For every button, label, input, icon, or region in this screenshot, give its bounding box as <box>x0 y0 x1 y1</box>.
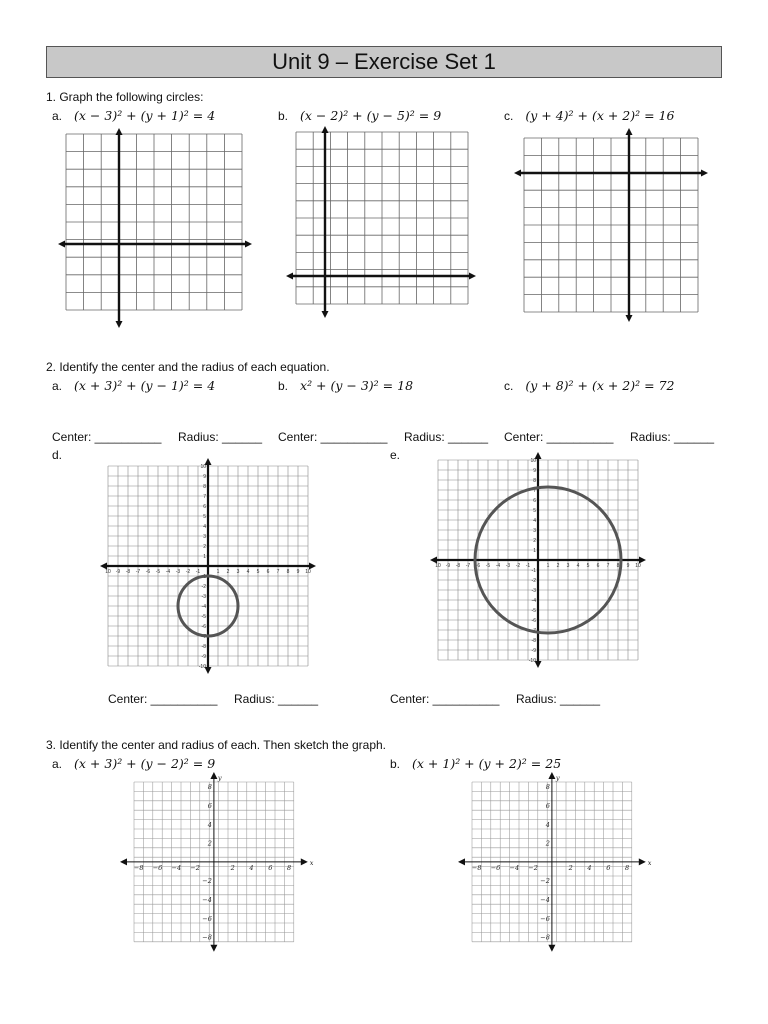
q2b-letter: b. <box>278 379 289 393</box>
x-tick-label: 1 <box>546 563 550 569</box>
x-tick-label: 6 <box>606 863 611 872</box>
y-tick-label: 4 <box>533 518 536 524</box>
y-tick-label: -4 <box>531 598 536 604</box>
x-tick-label: -1 <box>195 569 201 575</box>
y-tick-label: 2 <box>545 839 550 848</box>
q2c-center-blank[interactable]: Center: __________ <box>504 430 614 444</box>
x-tick-label: -1 <box>525 563 531 569</box>
x-tick-label: 8 <box>286 569 290 575</box>
q2d-grid <box>100 458 322 680</box>
y-tick-label: −2 <box>202 877 212 886</box>
q2c <box>504 378 674 393</box>
x-tick-label: 10 <box>305 569 311 575</box>
x-tick-label: -8 <box>125 569 131 575</box>
q3b <box>390 756 561 771</box>
q3b-equation: (x + 1)² + (y + 2)² = 25 <box>412 756 562 771</box>
x-tick-label: 9 <box>626 563 630 569</box>
q2-prompt: 2. Identify the center and the radius of each equation. <box>46 360 330 374</box>
y-tick-label: -9 <box>201 654 206 660</box>
y-tick-label: -7 <box>201 634 206 640</box>
x-tick-label: -5 <box>485 563 491 569</box>
x-tick-label: 4 <box>246 569 250 575</box>
q2b <box>278 378 413 393</box>
y-tick-label: -8 <box>201 644 206 650</box>
x-tick-label: 6 <box>596 563 600 569</box>
x-axis-arrow-left <box>120 858 127 865</box>
q1a-letter: a. <box>52 109 63 123</box>
q2c-equation: (y + 8)² + (x + 2)² = 72 <box>525 378 675 393</box>
x-tick-label: 7 <box>276 569 280 575</box>
q3a-equation: (x + 3)² + (y − 2)² = 9 <box>74 756 216 771</box>
y-tick-label: 6 <box>545 802 550 810</box>
y-tick-label: 5 <box>203 514 206 520</box>
y-tick-label: -1 <box>531 568 536 574</box>
x-tick-label: -7 <box>135 569 141 575</box>
y-axis-arrow-down <box>116 321 123 328</box>
x-tick-label: -4 <box>495 563 501 569</box>
y-tick-label: -3 <box>531 588 536 594</box>
y-tick-label: -2 <box>201 584 206 590</box>
q1a-grid <box>58 128 254 330</box>
q2a-equation: (x + 3)² + (y − 1)² = 4 <box>74 378 216 393</box>
q1b-letter: b. <box>278 109 289 123</box>
x-tick-label: 2 <box>556 563 560 569</box>
x-tick-label: -3 <box>505 563 511 569</box>
y-tick-label: 1 <box>203 554 206 560</box>
y-axis-label: y <box>217 774 222 782</box>
q2a-radius-blank[interactable]: Radius: ______ <box>178 430 263 444</box>
q2a <box>52 378 215 393</box>
x-tick-label: 5 <box>586 563 590 569</box>
x-tick-label: 8 <box>616 563 620 569</box>
y-tick-label: -6 <box>531 618 536 624</box>
q1c <box>504 108 674 123</box>
x-tick-label: −8 <box>471 863 482 872</box>
y-tick-label: −4 <box>540 896 550 904</box>
x-axis-arrow-right <box>469 273 476 280</box>
q3a-grid <box>120 772 314 960</box>
q1a-equation: (x − 3)² + (y + 1)² = 4 <box>74 108 216 123</box>
x-axis-label: x <box>309 858 314 867</box>
y-tick-label: 4 <box>207 820 212 829</box>
q2d-letter: d. <box>52 448 63 462</box>
q2b-center-blank[interactable]: Center: __________ <box>278 430 388 444</box>
q3-prompt: 3. Identify the center and radius of each. Then sketch the graph. <box>46 738 386 752</box>
x-tick-label: -9 <box>445 563 451 569</box>
y-axis-arrow-up <box>116 128 123 135</box>
x-axis-arrow-left <box>514 170 521 177</box>
x-tick-label: 4 <box>587 863 592 872</box>
q2c-radius-blank[interactable]: Radius: ______ <box>630 430 715 444</box>
x-tick-label: −4 <box>171 863 182 872</box>
y-tick-label: 2 <box>207 839 212 848</box>
y-axis-arrow-down <box>626 315 633 322</box>
x-axis-arrow-left <box>458 858 465 865</box>
q3a <box>52 756 215 771</box>
q1b-grid <box>284 128 480 320</box>
y-axis-arrow-up <box>210 772 217 779</box>
x-tick-label: 6 <box>268 863 273 872</box>
y-tick-label: 6 <box>207 802 212 810</box>
q2b-radius-blank[interactable]: Radius: ______ <box>404 430 489 444</box>
y-tick-label: -8 <box>531 638 536 644</box>
x-tick-label: 2 <box>226 569 230 575</box>
y-tick-label: 4 <box>203 524 206 530</box>
x-tick-label: −2 <box>528 863 538 872</box>
y-tick-label: 8 <box>545 783 550 792</box>
x-tick-label: 8 <box>625 863 630 872</box>
x-axis-arrow-right <box>701 170 708 177</box>
q1-prompt: 1. Graph the following circles: <box>46 90 204 104</box>
q2d-radius-blank[interactable]: Radius: ______ <box>234 692 319 706</box>
y-tick-label: 6 <box>533 498 536 504</box>
y-axis-arrow-down <box>548 945 555 952</box>
y-axis-arrow-up <box>548 772 555 779</box>
worksheet-title: Unit 9 – Exercise Set 1 <box>46 46 722 78</box>
y-tick-label: 9 <box>533 468 536 474</box>
y-tick-label: −8 <box>202 933 212 942</box>
x-tick-label: 3 <box>566 563 570 569</box>
y-tick-label: -5 <box>201 614 206 620</box>
x-tick-label: 8 <box>287 863 292 872</box>
y-tick-label: 3 <box>203 534 206 540</box>
y-tick-label: 2 <box>533 538 536 544</box>
q2e-letter: e. <box>390 448 401 462</box>
y-tick-label: -7 <box>531 628 536 634</box>
y-tick-label: -3 <box>201 594 206 600</box>
y-tick-label: -5 <box>531 608 536 614</box>
x-tick-label: 9 <box>296 569 300 575</box>
x-axis-arrow-right <box>639 858 646 865</box>
x-tick-label: -9 <box>115 569 121 575</box>
x-tick-label: -7 <box>465 563 471 569</box>
x-tick-label: −2 <box>190 863 200 872</box>
q2e-radius-blank[interactable]: Radius: ______ <box>516 692 601 706</box>
x-tick-label: -6 <box>475 563 481 569</box>
y-tick-label: 7 <box>203 494 206 500</box>
y-tick-label: 9 <box>203 474 206 480</box>
y-tick-label: −6 <box>540 914 550 923</box>
y-tick-label: 1 <box>533 548 536 554</box>
y-tick-label: 10 <box>200 464 206 470</box>
q1c-letter: c. <box>504 109 514 123</box>
y-tick-label: 10 <box>530 458 536 464</box>
x-tick-label: -8 <box>455 563 461 569</box>
y-tick-label: −4 <box>202 896 212 904</box>
x-tick-label: -5 <box>155 569 161 575</box>
y-tick-label: -1 <box>201 574 206 580</box>
x-axis-arrow-left <box>58 241 65 248</box>
y-axis-arrow-up <box>626 128 633 135</box>
q2a-center-blank[interactable]: Center: __________ <box>52 430 162 444</box>
x-axis-arrow-left <box>286 273 293 280</box>
x-tick-label: 6 <box>266 569 270 575</box>
x-tick-label: 5 <box>256 569 260 575</box>
x-tick-label: −4 <box>509 863 520 872</box>
y-tick-label: −8 <box>540 933 550 942</box>
q1c-grid <box>514 128 710 322</box>
x-tick-label: −8 <box>133 863 144 872</box>
x-tick-label: -2 <box>185 569 191 575</box>
x-tick-label: 4 <box>249 863 254 872</box>
q3a-letter: a. <box>52 757 63 771</box>
x-tick-label: 2 <box>568 863 573 872</box>
x-axis-label: x <box>647 858 652 867</box>
y-tick-label: 8 <box>207 783 212 792</box>
x-tick-label: -2 <box>515 563 521 569</box>
q1b-equation: (x − 2)² + (y − 5)² = 9 <box>300 108 442 123</box>
x-tick-label: 7 <box>606 563 610 569</box>
y-tick-label: −2 <box>540 877 550 886</box>
y-axis-label: y <box>555 774 560 782</box>
q2c-letter: c. <box>504 379 514 393</box>
q2e-grid <box>430 452 652 674</box>
y-tick-label: -2 <box>531 578 536 584</box>
q3b-grid <box>458 772 652 960</box>
x-tick-label: 10 <box>105 569 111 575</box>
y-tick-label: 8 <box>203 484 206 490</box>
x-axis-arrow-right <box>245 241 252 248</box>
y-tick-label: -6 <box>201 624 206 630</box>
x-tick-label: 1 <box>216 569 220 575</box>
x-tick-label: -3 <box>175 569 181 575</box>
y-tick-label: −6 <box>202 914 212 923</box>
x-tick-label: 2 <box>230 863 235 872</box>
x-tick-label: -4 <box>165 569 171 575</box>
q1a <box>52 108 215 123</box>
y-tick-label: -4 <box>201 604 206 610</box>
y-tick-label: 7 <box>533 488 536 494</box>
x-tick-label: −6 <box>152 863 163 872</box>
y-axis-arrow-up <box>322 126 329 133</box>
x-tick-label: 10 <box>435 563 441 569</box>
q3b-letter: b. <box>390 757 401 771</box>
y-tick-label: 6 <box>203 504 206 510</box>
y-axis-arrow-down <box>322 311 329 318</box>
y-axis-arrow-down <box>210 945 217 952</box>
y-tick-label: 8 <box>533 478 536 484</box>
q1b <box>278 108 441 123</box>
y-tick-label: 5 <box>533 508 536 514</box>
q2a-letter: a. <box>52 379 63 393</box>
q2d-center-blank[interactable]: Center: __________ <box>108 692 218 706</box>
q2e-center-blank[interactable]: Center: __________ <box>390 692 500 706</box>
y-tick-label: -9 <box>531 648 536 654</box>
y-tick-label: -10 <box>198 664 206 670</box>
q1c-equation: (y + 4)² + (x + 2)² = 16 <box>525 108 675 123</box>
x-tick-label: 4 <box>576 563 580 569</box>
q2b-equation: x² + (y − 3)² = 18 <box>300 378 414 393</box>
x-tick-label: -6 <box>145 569 151 575</box>
x-tick-label: 10 <box>635 563 641 569</box>
y-tick-label: 2 <box>203 544 206 550</box>
y-tick-label: 4 <box>545 820 550 829</box>
y-tick-label: 3 <box>533 528 536 534</box>
x-axis-arrow-right <box>301 858 308 865</box>
x-tick-label: −6 <box>490 863 501 872</box>
x-tick-label: 3 <box>236 569 240 575</box>
y-tick-label: -10 <box>528 658 536 664</box>
